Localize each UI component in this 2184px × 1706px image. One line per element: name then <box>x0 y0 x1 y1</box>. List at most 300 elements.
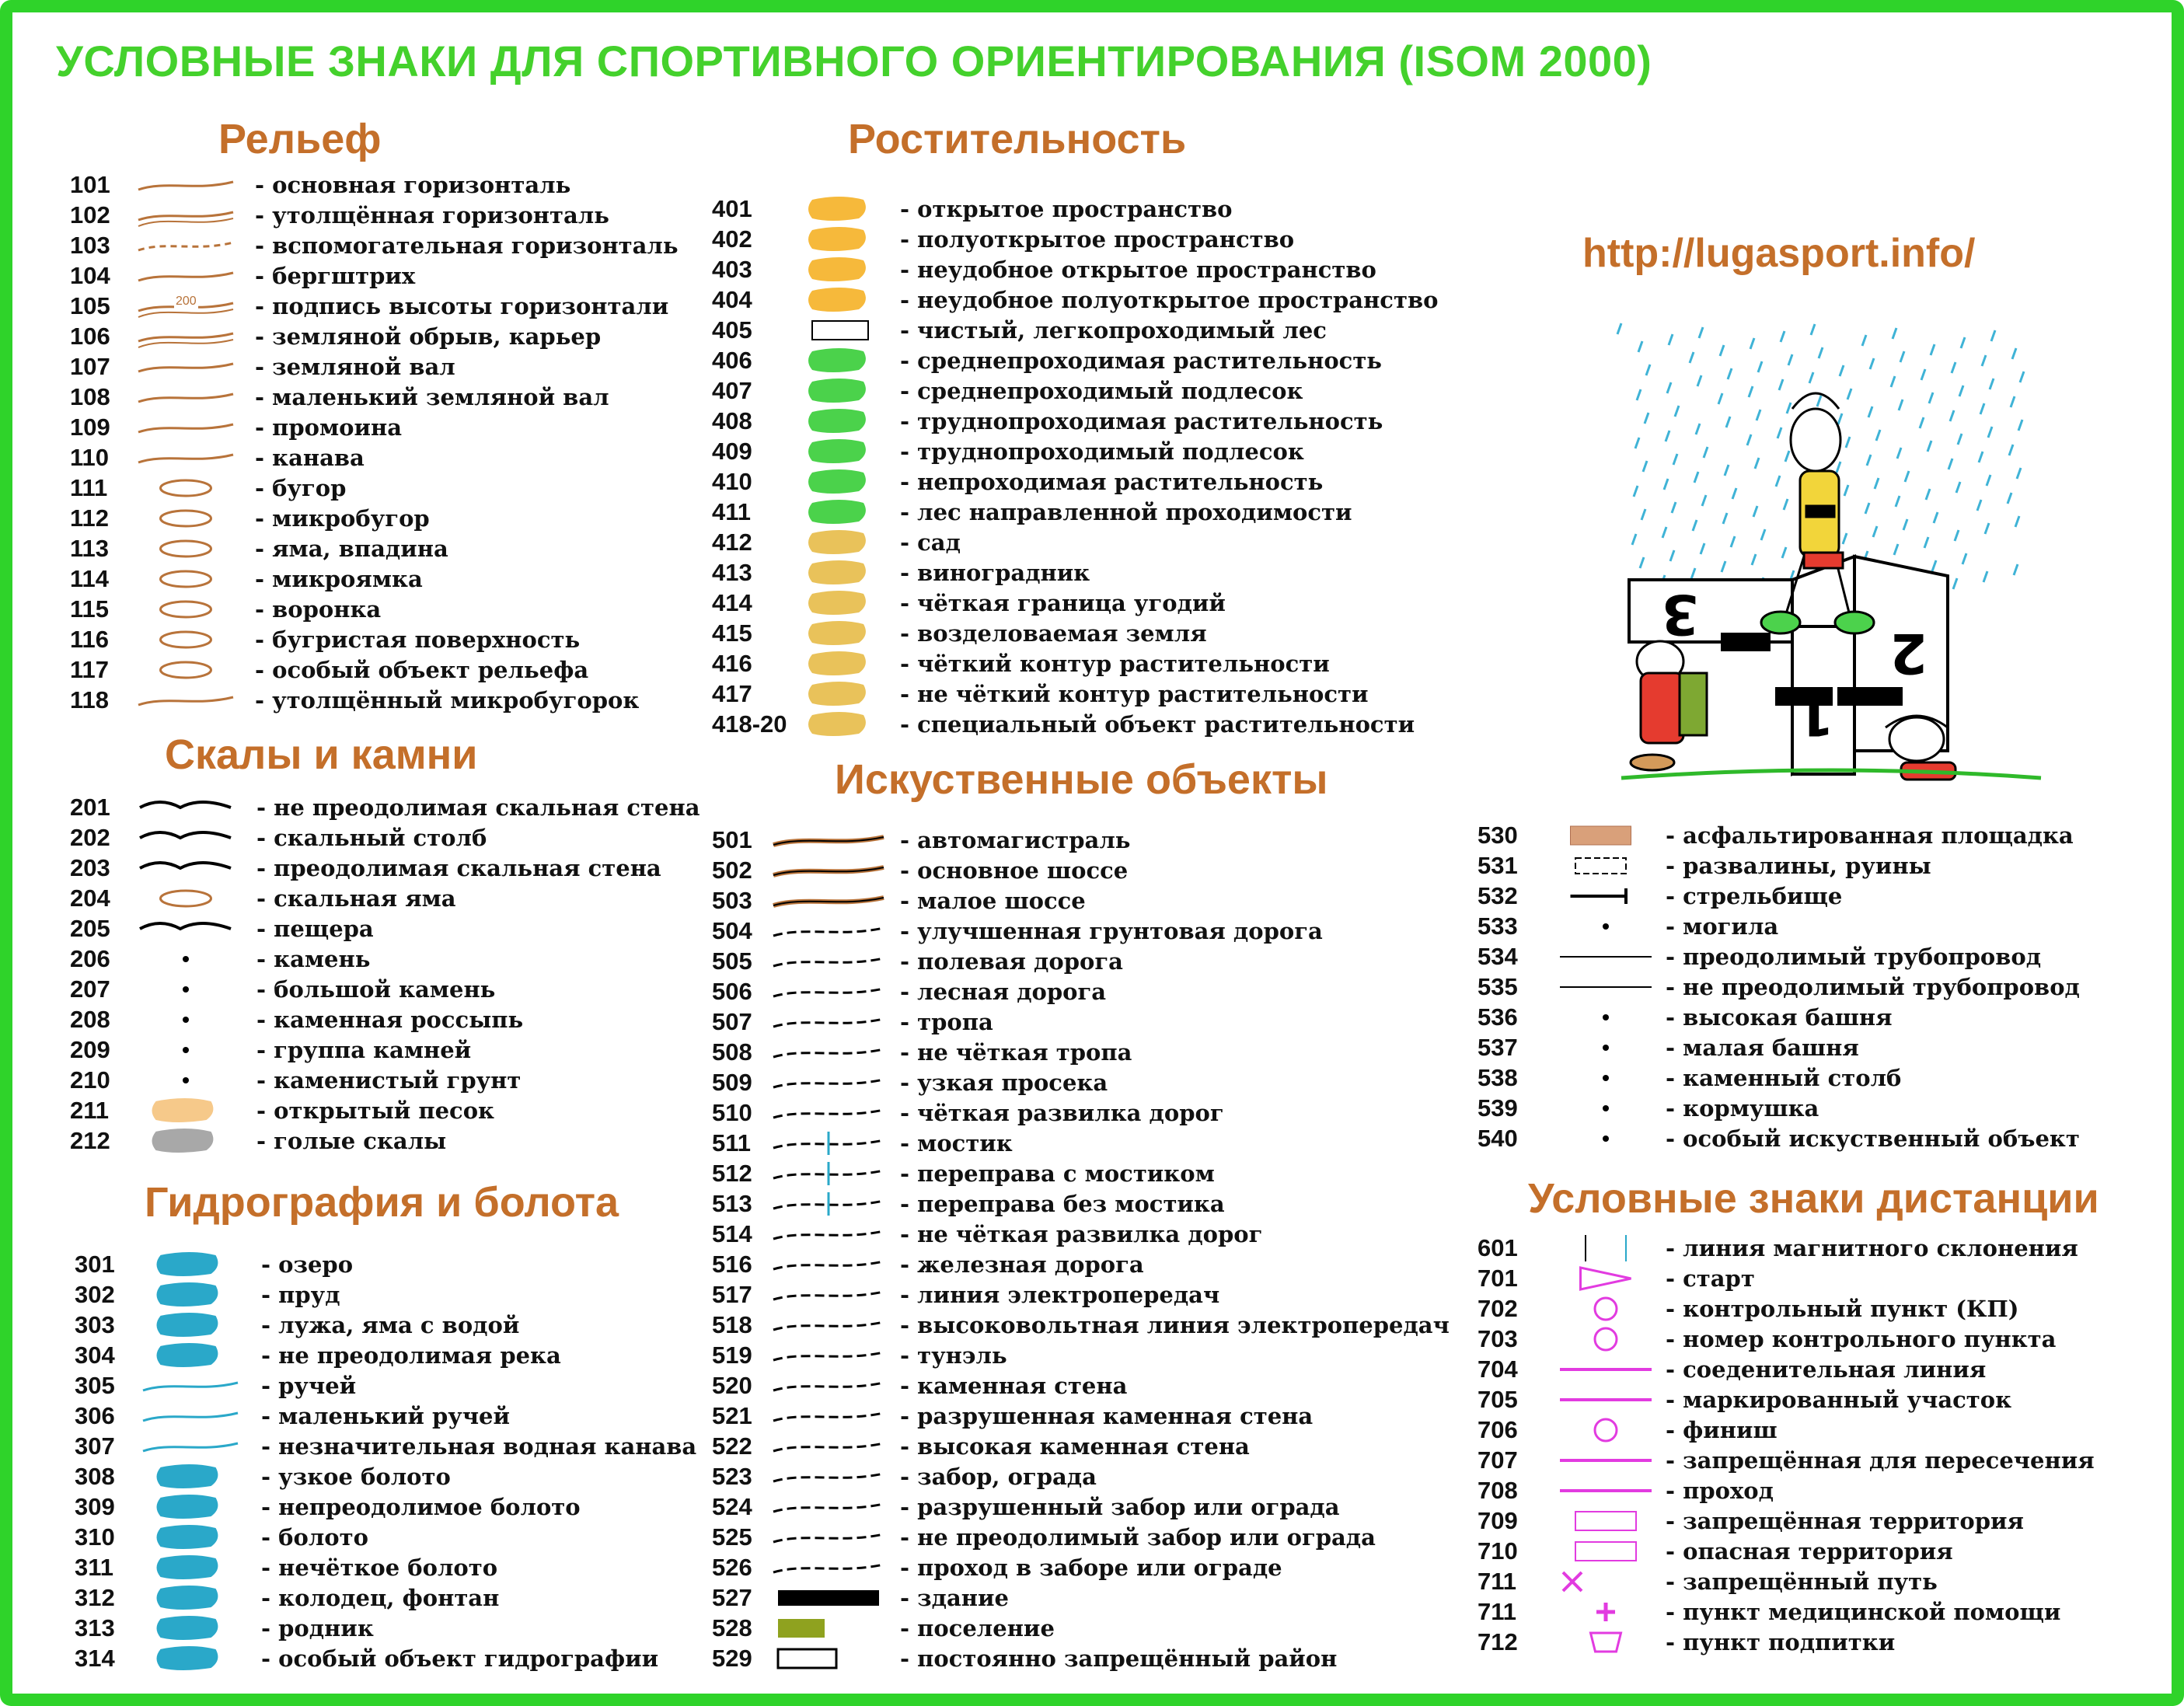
rough-open-land-icon <box>794 255 887 284</box>
small-stream-icon <box>140 1401 241 1431</box>
rain-drop <box>1732 488 1736 499</box>
rain-drop <box>1876 430 1880 441</box>
section-title-relief: Рельеф <box>218 116 382 162</box>
site-url[interactable]: http://lugasport.info/ <box>1582 231 1976 276</box>
rain-drop <box>1634 486 1638 497</box>
rain-drop <box>1693 520 1697 531</box>
page-title: УСЛОВНЫЕ ЗНАКИ ДЛЯ СПОРТИВНОГО ОРИЕНТИРОВАНИЯ (ISOM 2000) <box>56 37 1652 85</box>
elongated-knoll-icon <box>135 686 236 715</box>
magnetic-north-line-icon <box>1555 1233 1656 1263</box>
legend-row <box>712 316 1489 345</box>
rain-drop <box>1899 399 1903 410</box>
rain-drop <box>1675 406 1679 417</box>
special-vegetation-icon <box>794 710 887 739</box>
distinct-edge-icon <box>794 649 887 679</box>
slow-running-icon <box>794 346 887 375</box>
passable-cliff-icon <box>135 853 236 883</box>
legend-label: - большой камень <box>256 976 496 1003</box>
legend-code: 108 <box>70 383 110 410</box>
legend-code: 534 <box>1478 943 1518 970</box>
forest-road-icon <box>770 977 887 1007</box>
legend-code: 411 <box>712 498 752 525</box>
legend-label: - малое шоссе <box>900 888 1086 914</box>
rain-drop <box>1723 513 1727 524</box>
high-tower-icon <box>1555 1003 1656 1032</box>
impassable-vegetation-icon <box>794 467 887 497</box>
rain-drop <box>2015 516 2019 527</box>
legend-label: - труднопроходимая растительность <box>900 408 1383 434</box>
crossing-point-course-icon <box>1555 1476 1656 1505</box>
indistinct-edge-icon <box>794 679 887 709</box>
legend-label: - канава <box>255 445 365 471</box>
cave-icon <box>135 914 236 944</box>
legend-row <box>1478 1567 2184 1596</box>
narrow-marsh-icon <box>140 1462 241 1491</box>
slope-line-icon <box>135 261 236 291</box>
legend-label: - виноградник <box>900 560 1090 586</box>
legend-code: 413 <box>712 559 752 586</box>
rain-drop <box>2020 372 2024 382</box>
rain-drop <box>1905 471 1909 482</box>
rain-drop <box>1699 327 1703 338</box>
feeding-place-icon <box>1555 1094 1656 1123</box>
rain-drop <box>1926 489 1930 500</box>
rain-drop <box>1646 365 1650 375</box>
legend-label: - высокая башня <box>1666 1004 1893 1031</box>
rain-drop <box>1900 351 1904 362</box>
legend-row <box>712 528 1489 557</box>
rain-drop <box>1725 465 1729 476</box>
legend-code: 312 <box>75 1584 115 1611</box>
rain-drop <box>1991 330 1995 341</box>
legend-code: 528 <box>712 1614 752 1641</box>
legend-code: 503 <box>712 887 752 914</box>
legend-code: 305 <box>75 1372 115 1399</box>
legend-row <box>1478 1476 2184 1505</box>
road-junction-icon <box>770 1098 887 1128</box>
rain-drop <box>1722 561 1725 572</box>
legend-row <box>712 1614 1489 1643</box>
legend-row <box>712 346 1489 375</box>
rock-pillar-icon <box>135 823 236 853</box>
legend-code: 117 <box>70 656 110 683</box>
legend-row <box>1478 1324 2184 1354</box>
legend-label: - яма, впадина <box>255 536 448 562</box>
rain-drop <box>1982 355 1986 366</box>
legend-code: 417 <box>712 680 752 707</box>
legend-code: 204 <box>70 884 110 912</box>
legend-code: 418-20 <box>712 710 787 738</box>
legend-label: - голые скалы <box>256 1128 447 1154</box>
legend-label: - высоковольтная линия электропередач <box>900 1312 1450 1338</box>
legend-code: 504 <box>712 917 752 944</box>
legend-code: 507 <box>712 1008 752 1035</box>
rain-drop <box>1987 475 1990 486</box>
power-line-icon <box>770 1280 887 1310</box>
water-ditch-icon <box>140 1432 241 1461</box>
ruined-wall-icon <box>770 1401 887 1431</box>
legend-row <box>1478 1385 2184 1415</box>
orienteers-in-rain-illustration <box>1606 316 2049 790</box>
legend-label: - не преодолимая река <box>261 1342 561 1369</box>
rain-drop <box>1893 328 1896 339</box>
legend-label: - подпись высоты горизонтали <box>255 293 669 319</box>
legend-code: 203 <box>70 854 110 881</box>
legend-label: - непроходимая растительность <box>900 469 1324 495</box>
legend-label: - пруд <box>261 1282 340 1308</box>
legend-row <box>712 406 1489 436</box>
legend-row <box>1478 1628 2184 1657</box>
special-water-feature-icon <box>140 1644 241 1673</box>
legend-label: - линия электропередач <box>900 1282 1220 1308</box>
rain-drop <box>1837 462 1840 473</box>
legend-label: - тропа <box>900 1009 993 1035</box>
legend-label: - полуоткрытое пространство <box>900 226 1295 253</box>
legend-row <box>712 1310 1489 1340</box>
tunnel-icon <box>770 1341 887 1370</box>
rain-drop <box>1752 554 1756 565</box>
legend-code: 309 <box>75 1493 115 1520</box>
legend-label: - узкая просека <box>900 1069 1108 1096</box>
legend-label: - земляной обрыв, карьер <box>255 323 602 350</box>
legend-label: - линия магнитного склонения <box>1666 1235 2078 1261</box>
rain-drop <box>1702 495 1706 506</box>
legend-row <box>712 558 1489 588</box>
legend-code: 410 <box>712 468 752 495</box>
indistinct-path-icon <box>770 1038 887 1067</box>
section-title-vegetation: Ростительность <box>848 116 1187 162</box>
legend-code: 540 <box>1478 1125 1518 1152</box>
legend-code: 302 <box>75 1281 115 1308</box>
well-icon <box>140 1583 241 1613</box>
undergrowth-slow-icon <box>794 376 887 406</box>
rain-drop <box>1673 454 1677 465</box>
legend-label: - бугор <box>255 475 347 501</box>
rain-drop <box>1672 502 1676 513</box>
rain-drop <box>1956 482 1960 493</box>
crossing-without-bridge-icon <box>770 1189 887 1219</box>
legend-code: 116 <box>70 626 110 653</box>
legend-code: 407 <box>712 377 752 404</box>
legend-row <box>712 1038 1489 1067</box>
small-knoll-icon <box>135 504 236 533</box>
rain-drop <box>1758 361 1762 372</box>
legend-code: 415 <box>712 619 752 647</box>
legend-label: - преодолимый трубопровод <box>1666 944 2042 970</box>
rain-drop <box>1664 479 1668 490</box>
legend-code: 210 <box>70 1066 110 1094</box>
legend-label: - не преодолимый трубопровод <box>1666 974 2080 1000</box>
legend-code: 103 <box>70 232 110 259</box>
earth-wall-icon <box>135 352 236 382</box>
legend-code: 402 <box>712 225 752 253</box>
legend-code: 501 <box>712 826 752 853</box>
legend-row <box>712 376 1489 406</box>
legend-code: 701 <box>1478 1265 1518 1292</box>
first-aid-icon <box>1555 1597 1656 1627</box>
legend-label: - утолщённый микробугорок <box>255 687 640 713</box>
rain-drop <box>2018 420 2022 431</box>
legend-code: 408 <box>712 407 752 434</box>
block-number-1: 1 <box>1796 683 1834 747</box>
minor-road-icon <box>770 886 887 916</box>
rain-drop <box>1666 431 1669 441</box>
special-landform-icon <box>135 655 236 685</box>
legend-row <box>1478 821 2184 850</box>
easy-forest-icon <box>794 316 887 345</box>
legend-label: - возделоваемая земля <box>900 620 1207 647</box>
footpath-icon <box>770 1007 887 1037</box>
legend-code: 111 <box>70 474 108 501</box>
legend-label: - улучшенная грунтовая дорога <box>900 918 1323 944</box>
rain-drop <box>1870 358 1874 369</box>
legend-row <box>1478 912 2184 941</box>
legend-label: - не чёткая развилка дорог <box>900 1221 1263 1247</box>
waterhole-icon <box>140 1310 241 1340</box>
legend-label: - не преодолимый забор или ограда <box>900 1524 1376 1551</box>
rain-drop <box>1921 369 1925 380</box>
rain-drop <box>1638 341 1642 352</box>
legend-label: - земляной вал <box>255 354 455 380</box>
legend-label: - открытое пространство <box>900 196 1233 222</box>
legend-code: 207 <box>70 975 110 1003</box>
legend-label: - опасная территория <box>1666 1538 1953 1565</box>
legend-code: 537 <box>1478 1034 1518 1061</box>
legend-label: - соеденительная линия <box>1666 1356 1987 1383</box>
special-manmade-icon <box>1555 1124 1656 1153</box>
legend-code: 521 <box>712 1402 752 1429</box>
legend-code: 530 <box>1478 822 1518 849</box>
legend-label: - каменный столб <box>1666 1065 1902 1091</box>
legend-code: 705 <box>1478 1386 1518 1413</box>
legend-label: - вспомогательная горизонталь <box>255 232 679 259</box>
legend-row <box>712 679 1489 709</box>
rain-drop <box>1847 389 1851 399</box>
contour-value-icon <box>135 291 236 321</box>
refreshment-point-icon <box>1555 1628 1656 1657</box>
rain-drop <box>1809 372 1813 383</box>
legend-code: 525 <box>712 1523 752 1551</box>
legend-code: 208 <box>70 1006 110 1033</box>
open-sand-icon <box>135 1096 236 1125</box>
small-depression-icon <box>135 564 236 594</box>
legend-label: - не преодолимая скальная стена <box>256 794 700 821</box>
rain-drop <box>1979 452 1983 462</box>
legend-code: 206 <box>70 945 110 972</box>
fence-icon <box>770 1462 887 1491</box>
orchard-icon <box>794 528 887 557</box>
legend-label: - кормушка <box>1666 1095 1819 1122</box>
legend-code: 508 <box>712 1038 752 1066</box>
rain-drop <box>1782 547 1786 558</box>
legend-label: - основное шоссе <box>900 857 1129 884</box>
rain-drop <box>1896 496 1900 507</box>
rain-drop <box>1696 424 1700 434</box>
legend-code: 520 <box>712 1372 752 1399</box>
legend-row <box>1478 1506 2184 1536</box>
legend-row <box>1478 1415 2184 1445</box>
legend-code: 308 <box>75 1463 115 1490</box>
building-icon <box>770 1583 887 1613</box>
pit-icon <box>135 595 236 624</box>
legend-row <box>712 437 1489 466</box>
vehicle-track-icon <box>770 947 887 976</box>
legend-code: 601 <box>1478 1234 1518 1261</box>
impassable-cliff-icon <box>135 793 236 822</box>
start-triangle-icon <box>1555 1264 1656 1293</box>
section-title-course: Условные знаки дистанции <box>1528 1175 2099 1222</box>
legend-code: 536 <box>1478 1003 1518 1031</box>
rain-drop <box>1781 331 1785 342</box>
legend-row <box>1478 1294 2184 1324</box>
ruin-icon <box>1555 851 1656 881</box>
rain-drop <box>1924 537 1928 548</box>
rain-drop <box>1691 568 1695 579</box>
vineyard-icon <box>794 558 887 588</box>
legend-label: - специальный объект растительности <box>900 711 1415 738</box>
legend-label: - каменистый грунт <box>256 1067 522 1094</box>
legend-code: 113 <box>70 535 110 562</box>
contour-value-text: 200 <box>176 295 197 308</box>
contour-line-icon <box>135 170 236 200</box>
legend-code: 304 <box>75 1341 115 1369</box>
legend-label: - бергштрих <box>255 263 416 289</box>
rain-drop <box>1950 410 1954 421</box>
legend-label: - колодец, фонтан <box>261 1585 500 1611</box>
rain-drop <box>1931 344 1935 355</box>
legend-label: - номер контрольного пункта <box>1666 1326 2057 1352</box>
out-of-bounds-icon <box>770 1644 887 1673</box>
legend-row <box>1478 1063 2184 1093</box>
legend-code: 533 <box>1478 912 1518 940</box>
legend-label: - нечёткое болото <box>261 1554 498 1581</box>
legend-code: 211 <box>70 1097 110 1124</box>
rain-drop <box>2008 493 2011 504</box>
rain-drop <box>1990 379 1994 389</box>
rain-drop <box>1903 519 1907 530</box>
boulder-cluster-icon <box>135 1035 236 1065</box>
legend-label: - основная горизонталь <box>255 172 571 198</box>
legend-row <box>712 825 1489 855</box>
rain-drop <box>1875 478 1879 489</box>
marked-route-icon <box>1555 1385 1656 1415</box>
rain-drop <box>1958 434 1962 445</box>
lake-icon <box>140 1250 241 1279</box>
rain-drop <box>1643 461 1647 472</box>
rain-drop <box>1749 386 1753 397</box>
legend-label: - проход в заборе или ограде <box>900 1554 1282 1581</box>
control-circle-icon <box>1555 1294 1656 1324</box>
rain-drop <box>2012 348 2016 359</box>
rain-drop <box>1694 472 1698 483</box>
rain-drop <box>1778 427 1781 438</box>
legend-label: - высокая каменная стена <box>900 1433 1250 1460</box>
legend-code: 412 <box>712 529 752 556</box>
rain-drop <box>1662 527 1666 538</box>
narrow-ride-icon <box>770 1068 887 1097</box>
legend-label: - скальная яма <box>256 885 456 912</box>
rain-drop <box>1726 417 1730 427</box>
legend-code: 708 <box>1478 1477 1518 1504</box>
legend-code: 529 <box>712 1645 752 1672</box>
rain-drop <box>1844 485 1848 496</box>
legend-label: - забор, ограда <box>900 1464 1097 1490</box>
legend-code: 404 <box>712 286 752 313</box>
legend-label: - бугристая поверхность <box>255 626 581 653</box>
rain-drop <box>1785 451 1789 462</box>
legend-row <box>1478 881 2184 911</box>
legend-code: 209 <box>70 1036 110 1063</box>
rain-drop <box>1962 553 1966 564</box>
rain-drop <box>1632 534 1636 545</box>
legend-code: 202 <box>70 824 110 851</box>
legend-code: 532 <box>1478 882 1518 909</box>
rain-drop <box>1747 434 1751 445</box>
rain-drop <box>1635 438 1639 448</box>
legend-row <box>712 1371 1489 1401</box>
legend-code: 710 <box>1478 1537 1518 1565</box>
footbridge-icon <box>770 1129 887 1158</box>
section-title-manmade: Искуственные объекты <box>835 756 1328 803</box>
legend-row <box>712 947 1489 976</box>
legend-label: - среднепроходимая растительность <box>900 347 1382 374</box>
legend-code: 711 <box>1478 1598 1517 1625</box>
legend-label: - асфальтированная площадка <box>1666 822 2074 849</box>
rain-drop <box>1637 389 1641 400</box>
legend-label: - маленький земляной вал <box>255 384 609 410</box>
rain-drop <box>1690 352 1694 363</box>
legend-label: - каменная стена <box>900 1373 1128 1399</box>
legend-label: - автомагистраль <box>900 827 1131 853</box>
legend-code: 510 <box>712 1099 752 1126</box>
rain-drop <box>2017 468 2021 479</box>
legend-row <box>712 1159 1489 1188</box>
legend-code: 303 <box>75 1311 115 1338</box>
legend-code: 306 <box>75 1402 115 1429</box>
rain-drop <box>1757 410 1760 420</box>
legend-row <box>1478 1003 2184 1032</box>
legend-row <box>712 1492 1489 1522</box>
legend-code: 506 <box>712 978 752 1005</box>
legend-label: - труднопроходимый подлесок <box>900 438 1304 465</box>
legend-code: 711 <box>1478 1568 1517 1595</box>
legend-label: - непреодолимое болото <box>261 1494 581 1520</box>
legend-label: - особый объект рельефа <box>255 657 589 683</box>
legend-label: - запрещённый путь <box>1666 1568 1938 1595</box>
legend-label: - каменная россыпь <box>256 1007 524 1033</box>
rain-drop <box>1980 403 1984 414</box>
legend-label: - незначительная водная канава <box>261 1433 697 1460</box>
legend-code: 401 <box>712 195 752 222</box>
legend-row <box>712 886 1489 916</box>
legend-label: - железная дорога <box>900 1251 1144 1278</box>
legend-row <box>712 977 1489 1007</box>
legend-row <box>712 1189 1489 1219</box>
course-line-icon <box>1555 1355 1656 1384</box>
pond-icon <box>140 1280 241 1310</box>
stony-ground-icon <box>135 1066 236 1095</box>
legend-label: - старт <box>1666 1265 1755 1292</box>
rain-drop <box>1761 529 1765 540</box>
legend-label: - малая башня <box>1666 1034 1859 1061</box>
rain-drop <box>1865 503 1869 514</box>
legend-row <box>1478 1264 2184 1293</box>
indistinct-marsh-icon <box>140 1553 241 1582</box>
legend-code: 109 <box>70 413 110 441</box>
boulder-field-icon <box>135 1005 236 1034</box>
dangerous-area-icon <box>1555 1537 1656 1566</box>
forbidden-route-icon <box>1555 1567 1656 1596</box>
